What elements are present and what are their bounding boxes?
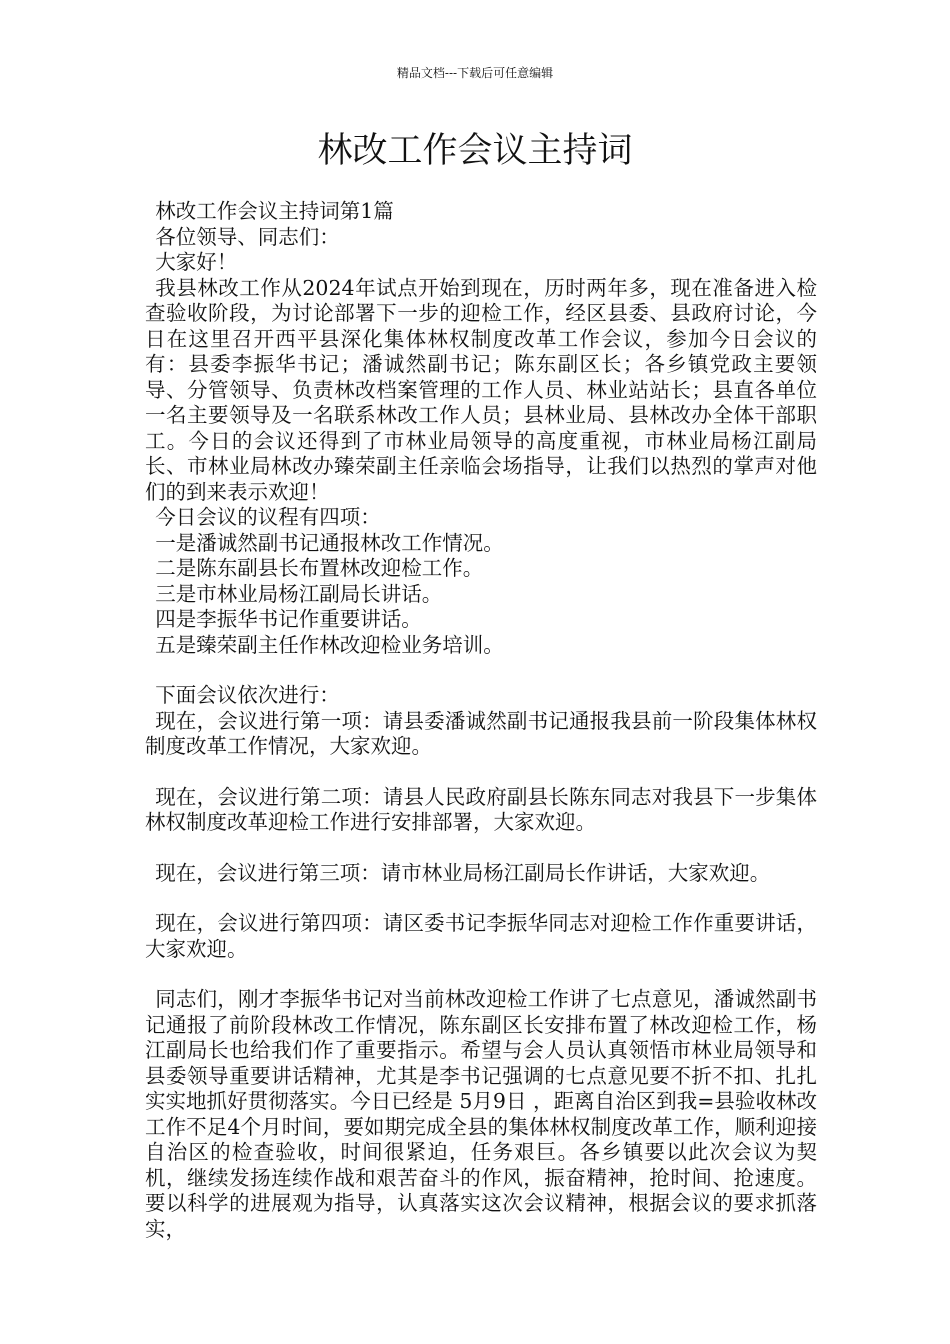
proceedings-item-3: 现在，会议进行第三项：请市林业局杨江副局长作讲话，大家欢迎。 (155, 860, 771, 885)
page-header: 精品文档---下载后可任意编辑 (396, 66, 554, 80)
agenda-item-4: 四是李振华书记作重要讲话。 (155, 607, 422, 631)
agenda-intro: 今日会议的议程有四项： (155, 505, 381, 529)
greeting: 大家好！ (155, 250, 238, 274)
proceedings-item-2: 现在，会议进行第二项：请县人民政府副县长陈东同志对我县下一步集体林权制度改革迎检工作进行安排部署，大家欢迎。 (145, 784, 817, 834)
opening-paragraph: 我县林改工作从2024年试点开始到现在，历时两年多，现在准备进入检查验收阶段，为讨论部署下一步的迎检工作，经区县委、县政府讨论，今日在这里召开西平县深化集体林权制度改革工作会议，参加今日会议的有：县委李振华书记；潘诚然副书记；陈东副区长；各乡镇党政主要领导、分管领导、负责林改档案管理的工作人员、林业站站长；县直各单位一名主要领导及一名联系林改工作人员；县林业局、县林改办全体干部职工。今日的会议还得到了市林业局领导的高度重视，市林业局杨江副局长、市林业局林改办臻荣副主任亲临会场指导，让我们以热烈的掌声对他们的到来表示欢迎！ (145, 275, 817, 504)
agenda-item-3: 三是市林业局杨江副局长讲话。 (155, 581, 443, 606)
proceedings-item-1: 现在，会议进行第一项：请县委潘诚然副书记通报我县前一阶段集体林权制度改革工作情况，大家欢迎。 (145, 708, 817, 758)
section-heading: 林改工作会议主持词第1篇 (155, 199, 394, 223)
proceedings-intro: 下面会议依次进行： (155, 683, 340, 707)
agenda-item-1: 一是潘诚然副书记通报林改工作情况。 (155, 530, 504, 555)
proceedings-item-4: 现在，会议进行第四项：请区委书记李振华同志对迎检工作作重要讲话，大家欢迎。 (145, 911, 817, 961)
document-body (145, 199, 817, 1242)
salutation: 各位领导、同志们： (155, 224, 340, 249)
agenda-item-5: 五是臻荣副主任作林改迎检业务培训。 (155, 632, 504, 657)
agenda-item-2: 二是陈东副县长布置林改迎检工作。 (155, 556, 484, 580)
closing-paragraph: 同志们，刚才李振华书记对当前林改迎检工作讲了七点意见，潘诚然副书记通报了前阶段林改工作情况，陈东副区长安排布置了林改迎检工作，杨江副局长也给我们作了重要指示。希望与会人员认真领悟市林业局领导和县委领导重要讲话精神，尤其是李书记强调的七点意见要不折不扣、扎扎实实地抓好贯彻落实。今日已经是 5月9日 ，距离自治区到我=县验收林改工作不足4个月时间，要如期完成全县的集体林权制度改革工作，顺利迎接自治区的检查验收，时间很紧迫，任务艰巨。各乡镇要以此次会议为契机，继续发扬连续作战和艰苦奋斗的作风，振奋精神，抢时间、抢速度。要以科学的进展观为指导，认真落实这次会议精神，根据会议的要求抓落实， (145, 987, 817, 1241)
document-title: 林改工作会议主持词 (317, 131, 633, 171)
